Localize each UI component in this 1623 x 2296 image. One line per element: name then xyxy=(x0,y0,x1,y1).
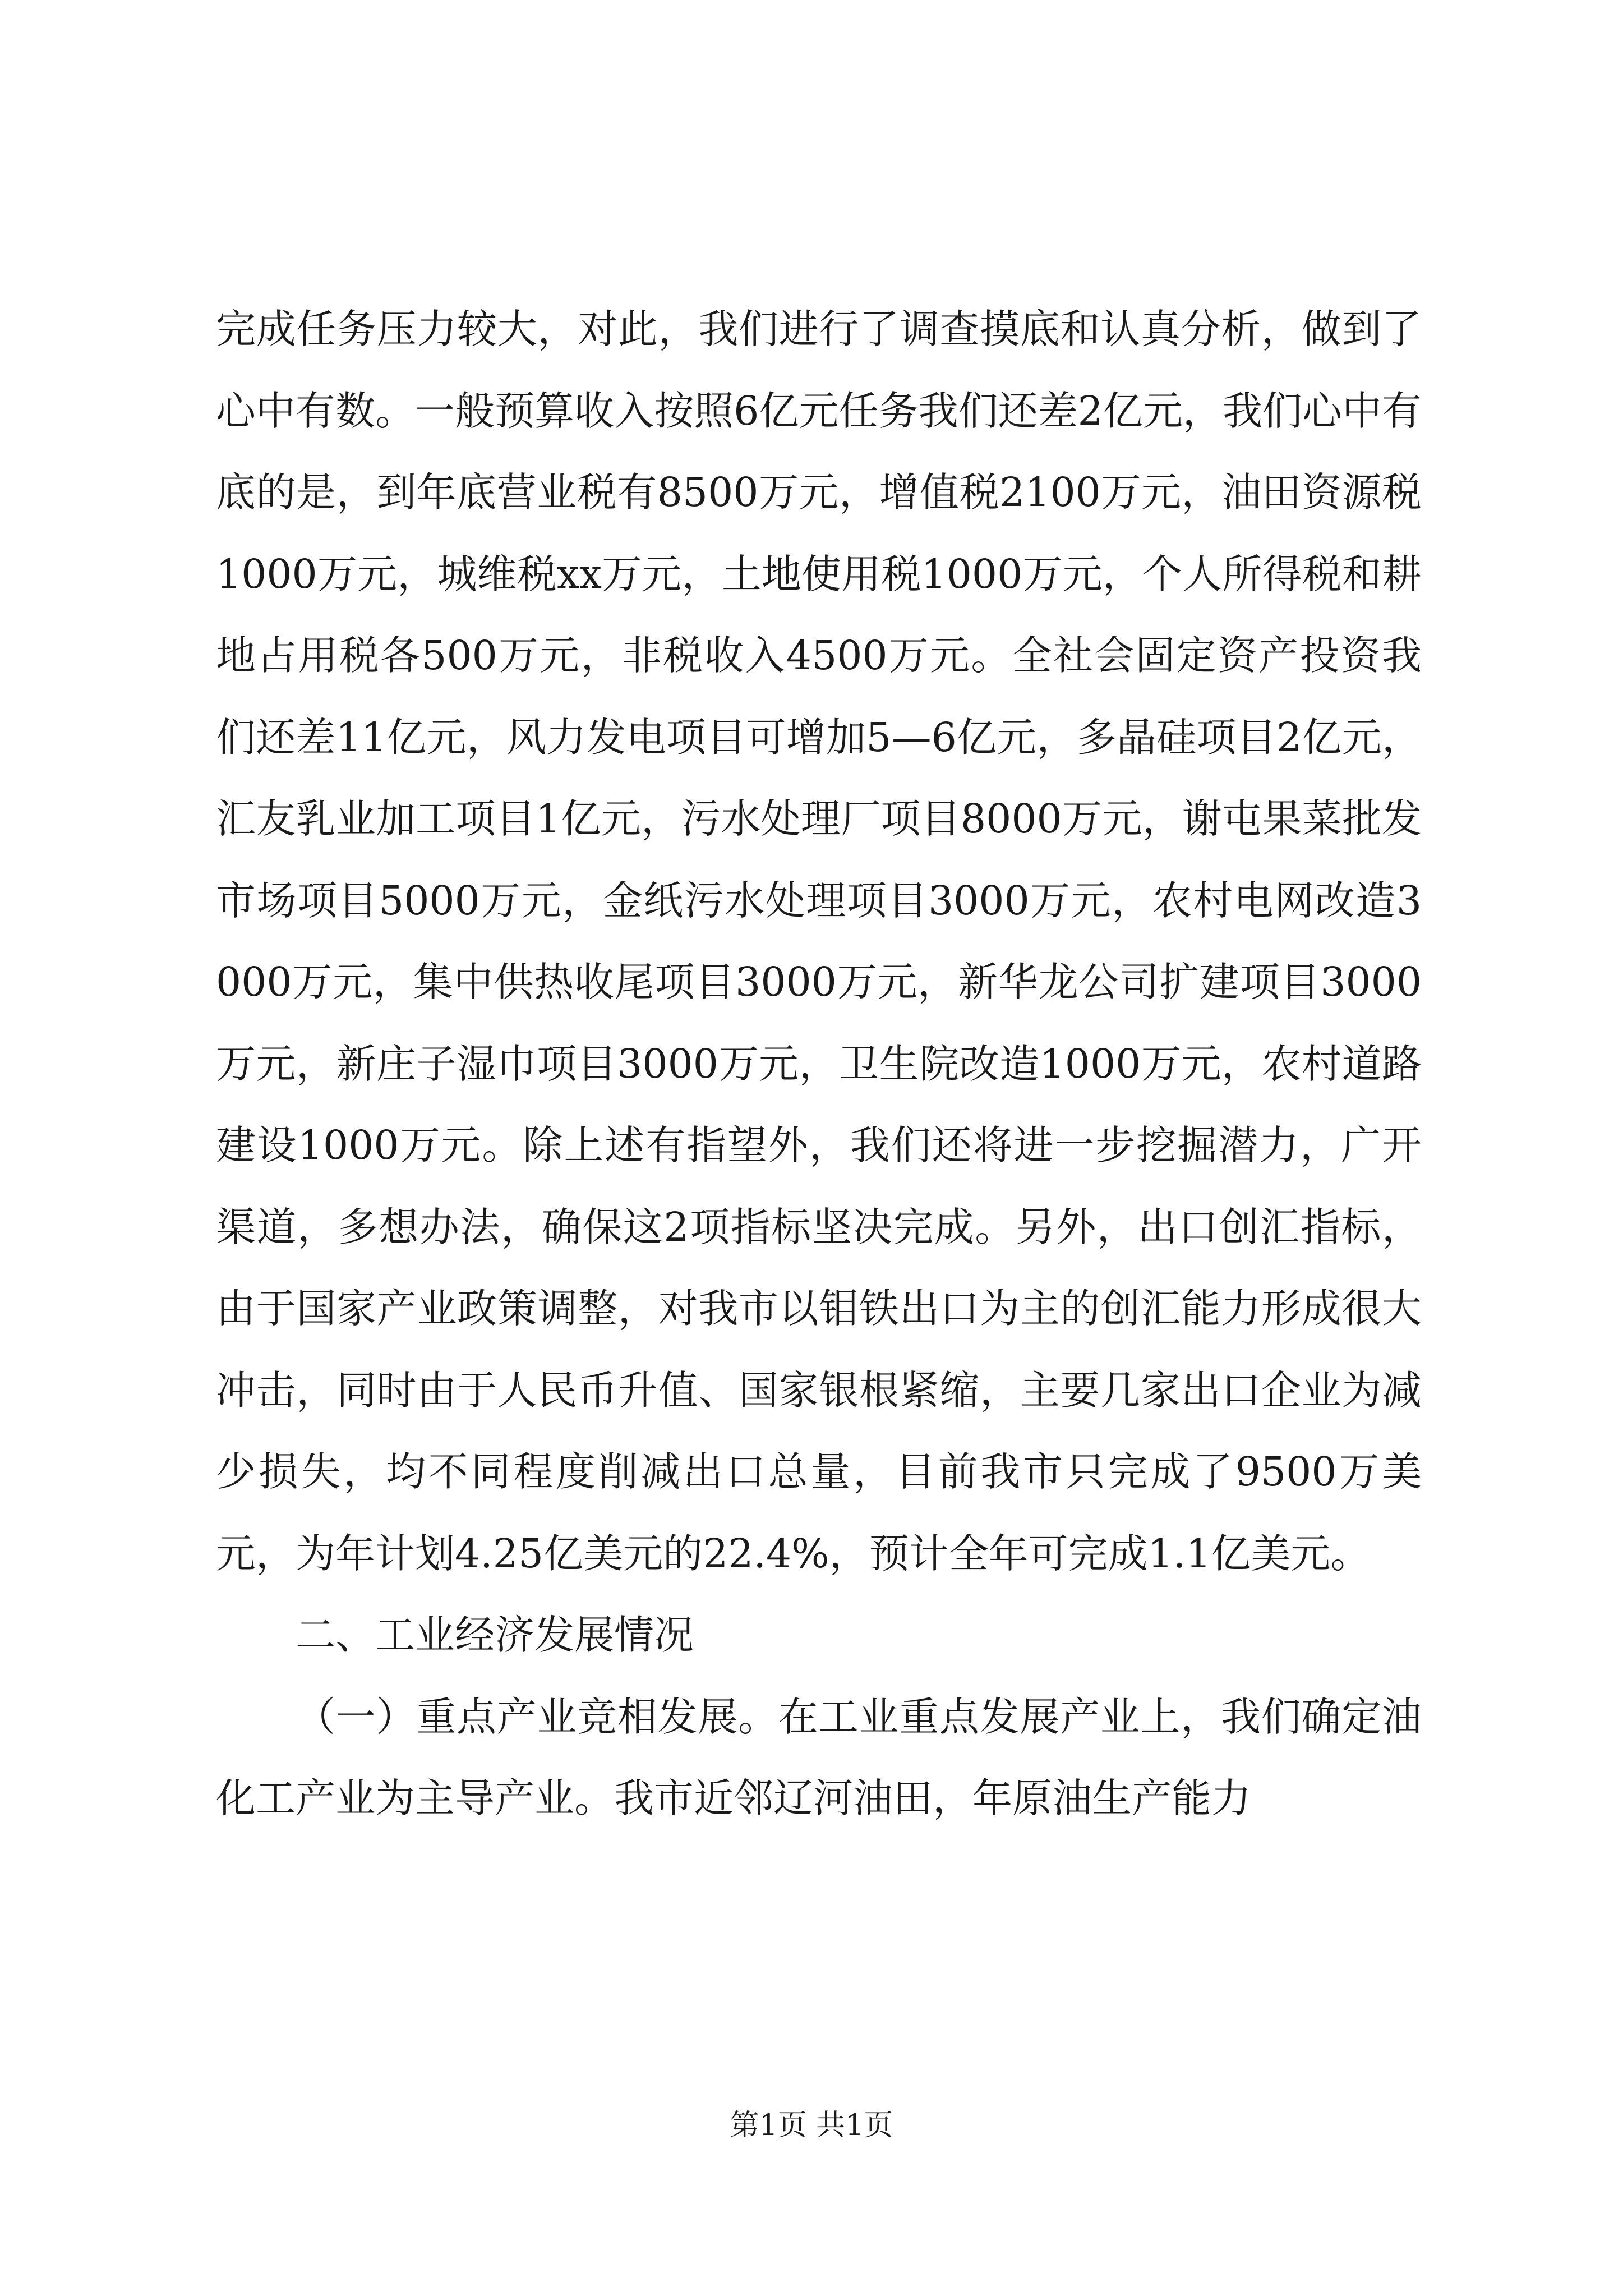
paragraph-key-industries: （一）重点产业竞相发展。在工业重点发展产业上，我们确定油化工产业为主导产业。我市近邻辽河油田，年原油生产能力 xyxy=(216,1693,1422,1821)
paragraph-budget-analysis: 完成任务压力较大，对此，我们进行了调查摸底和认真分析，做到了心中有数。一般预算收入按照6亿元任务我们还差2亿元，我们心中有底的是，到年底营业税有8500万元，增值税2100万元，油田资源税1000万元，城维税xx万元，土地使用税1000万元，个人所得税和耕地占用税各500万元，非税收入4500万元。全社会固定资产投资我们还差11亿元，风力发电项目可增加5—6亿元，多晶硅项目2亿元，汇友乳业加工项目1亿元，污水处理厂项目8000万元，谢屯果菜批发市场项目5000万元，金纸污水处理项目3000万元，农村电网改造3000万元，集中供热收尾项目3000万元，新华龙公司扩建项目3000万元，新庄子湿巾项目3000万元，卫生院改造1000万元，农村道路建设1000万元。除上述有指望外，我们还将进一步挖掘潜力，广开渠道，多想办法，确保这2项指标坚决完成。另外，出口创汇指标，由于国家产业政策调整，对我市以钼铁出口为主的创汇能力形成很大冲击，同时由于人民币升值、国家银根紧缩，主要几家出口企业为减少损失，均不同程度削减出口总量，目前我市只完成了9500万美元，为年计划4.25亿美元的22.4%，预计全年可完成1.1亿美元。 xyxy=(216,306,1422,1577)
section-heading-industrial-economy: 二、工业经济发展情况 xyxy=(296,1612,694,1658)
document-body xyxy=(216,288,1422,1839)
page-footer: 第1页 共1页 xyxy=(730,2109,893,2142)
